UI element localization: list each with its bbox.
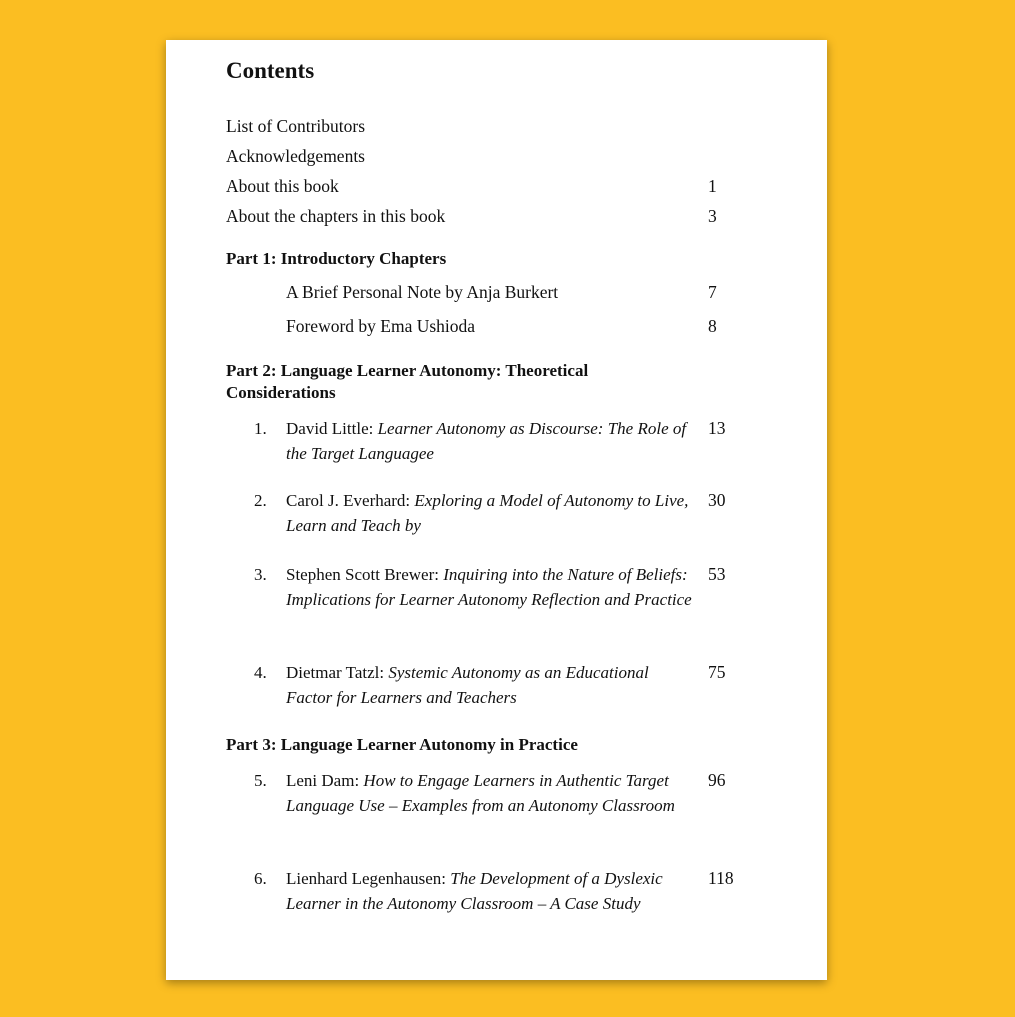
part-1-heading: Part 1: Introductory Chapters [226,249,447,268]
chapter-page: 53 [708,564,726,584]
part-2-heading [226,360,588,404]
toc-entry-page: 7 [708,282,717,302]
chapter-author: Stephen Scott Brewer: [286,565,444,584]
chapter-entry-2 [254,488,726,538]
toc-entry-page: 1 [708,176,717,196]
toc-entry-about-the-chapters: About the chapters in this book [226,206,446,226]
chapter-page: 30 [708,490,726,510]
chapter-title: The Development of a Dyslexic Learner in the Autonomy Classroom – A Case Study [286,869,663,913]
chapter-number: 5. [254,771,267,790]
chapter-title: Exploring a Model of Autonomy to Live, Learn and Teach by [286,491,689,535]
toc-entry-about-this-book: About this book [226,176,339,196]
chapter-author: David Little: [286,419,378,438]
chapter-title: How to Engage Learners in Authentic Target Language Use – Examples from an Autonomy Classroom [286,771,675,815]
part-2-heading-line1: Part 2: Language Learner Autonomy: Theoretical [226,361,589,380]
chapter-number: 1. [254,419,267,438]
toc-entry-acknowledgements: Acknowledgements [226,146,365,166]
toc-entry-list-of-contributors: List of Contributors [226,116,366,136]
chapter-entry-5 [254,768,726,818]
chapter-page: 96 [708,770,726,790]
chapter-page: 75 [708,662,726,682]
chapter-entry-3 [254,562,726,612]
chapter-entry-6 [254,866,734,916]
toc-entry-personal-note: A Brief Personal Note by Anja Burkert [286,282,559,302]
chapter-author: Lienhard Legenhausen: [286,869,451,888]
chapter-author: Dietmar Tatzl: [286,663,389,682]
page-title: Contents [226,58,315,83]
chapter-number: 4. [254,663,267,682]
chapter-page: 118 [708,868,734,888]
chapter-number: 6. [254,869,267,888]
contents-page [166,40,827,980]
chapter-page: 13 [708,418,726,438]
toc-entry-page: 8 [708,316,717,336]
chapter-entry-4 [254,660,726,710]
part-2-heading-line2: Considerations [226,383,336,402]
chapter-entry-1 [254,416,726,466]
chapter-number: 2. [254,491,267,510]
chapter-author: Carol J. Everhard: [286,491,415,510]
toc-entry-page: 3 [708,206,717,226]
chapter-title: Inquiring into the Nature of Beliefs: Implications for Learner Autonomy Reflection and Practice [286,565,692,609]
toc-entry-foreword: Foreword by Ema Ushioda [286,316,476,336]
chapter-author: Leni Dam: [286,771,364,790]
chapter-number: 3. [254,565,267,584]
chapter-title: Systemic Autonomy as an Educational Factor for Learners and Teachers [286,663,649,707]
chapter-title: Learner Autonomy as Discourse: The Role of the Target Languagee [286,419,687,463]
part-3-heading: Part 3: Language Learner Autonomy in Practice [226,735,578,754]
